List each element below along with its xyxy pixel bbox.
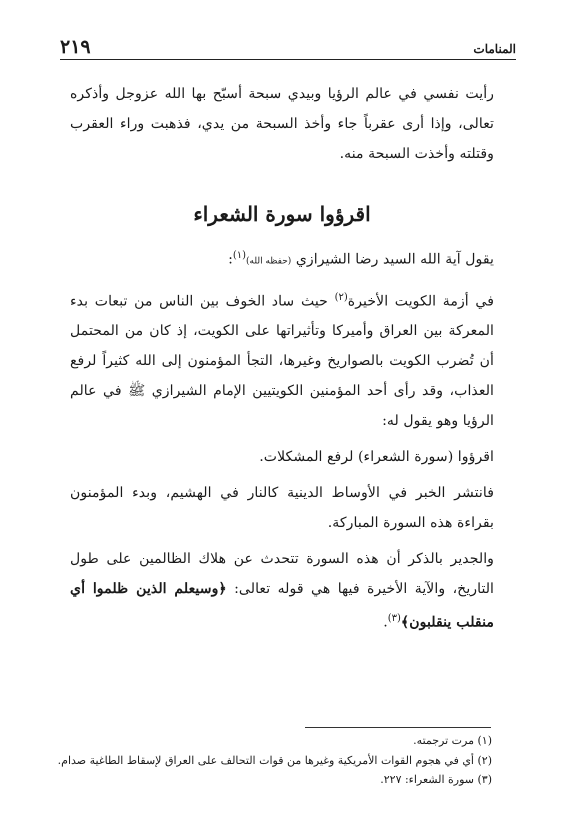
paragraph-instruction: اقرؤوا (سورة الشعراء) لرفع المشكلات. [259,449,494,466]
paragraph-verse [70,544,494,638]
footnote-ref-1: (١) [232,250,247,261]
footnote-2: (٢) أي في هجوم القوات الأمريكية وغيرها من قوات التحالف على العراق لإسقاط الطاغية صدام. [57,753,492,767]
quran-verse: ﴿وسيعلم الذين ظلموا أي منقلب ينقلبون﴾ [70,581,494,632]
main-text [70,79,494,644]
footnote-1: (١) مرت ترجمته. [413,734,492,747]
footnote-ref-2: (٢) [334,291,348,303]
intro-text: يقول آية الله السيد رضا الشيرازي [295,251,494,268]
intro-colon: : [228,251,233,268]
footnote-rule [305,727,491,728]
footnote-ref-3: (٣) [387,613,401,625]
page-header [60,34,516,60]
header-rule [60,59,516,60]
page-number: ٢١٩ [60,36,91,58]
footnote-3: (٣) سورة الشعراء: ٢٢٧. [380,773,492,786]
paragraph-dream: رأيت نفسي في عالم الرؤيا وبيدي سبحة أسبّح بها الله عزوجل وأذكره تعالى، وإذا أرى عقرباً جاء وأخذ السبحة من يدي، فذهبت وراء العقرب وقتلته وأخذت السبحة منه. [70,86,494,162]
verse-end: . [383,615,388,632]
paragraph-intro [70,241,494,277]
paragraph-kuwait [70,283,494,437]
kuwait-text-a: في أزمة الكويت الأخيرة [347,293,495,310]
kuwait-text-b: حيث ساد الخوف بين الناس من تبعات بدء المعركة بين العراق وأميركا وتأثيراتها على الكويت، إذ كان من المحتمل أن تُضرب الكويت بالصواريخ وغيرها، التجأ المؤمنون إلى الله كثيراً لرفع العذاب، وقد رأى أحد المؤمنين الكويتيين الإمام الشيرازي ﷺ في عالم الرؤيا وهو يقول له: [70,293,494,430]
footnotes [57,731,492,790]
honorific: (حفظه الله) [246,256,292,267]
section-heading: اقرؤوا سورة الشعراء [193,202,371,226]
paragraph-spread: فانتشر الخبر في الأوساط الدينية كالنار في الهشيم، وبدء المؤمنون بقراءة هذه السورة المباركة. [70,485,494,532]
verse-intro: والجدير بالذكر أن هذه السورة تتحدث عن هلاك الظالمين على طول التاريخ، والآية الأخيرة فيها هي قوله تعالى: [70,551,494,598]
running-title: المنامات [473,42,516,56]
